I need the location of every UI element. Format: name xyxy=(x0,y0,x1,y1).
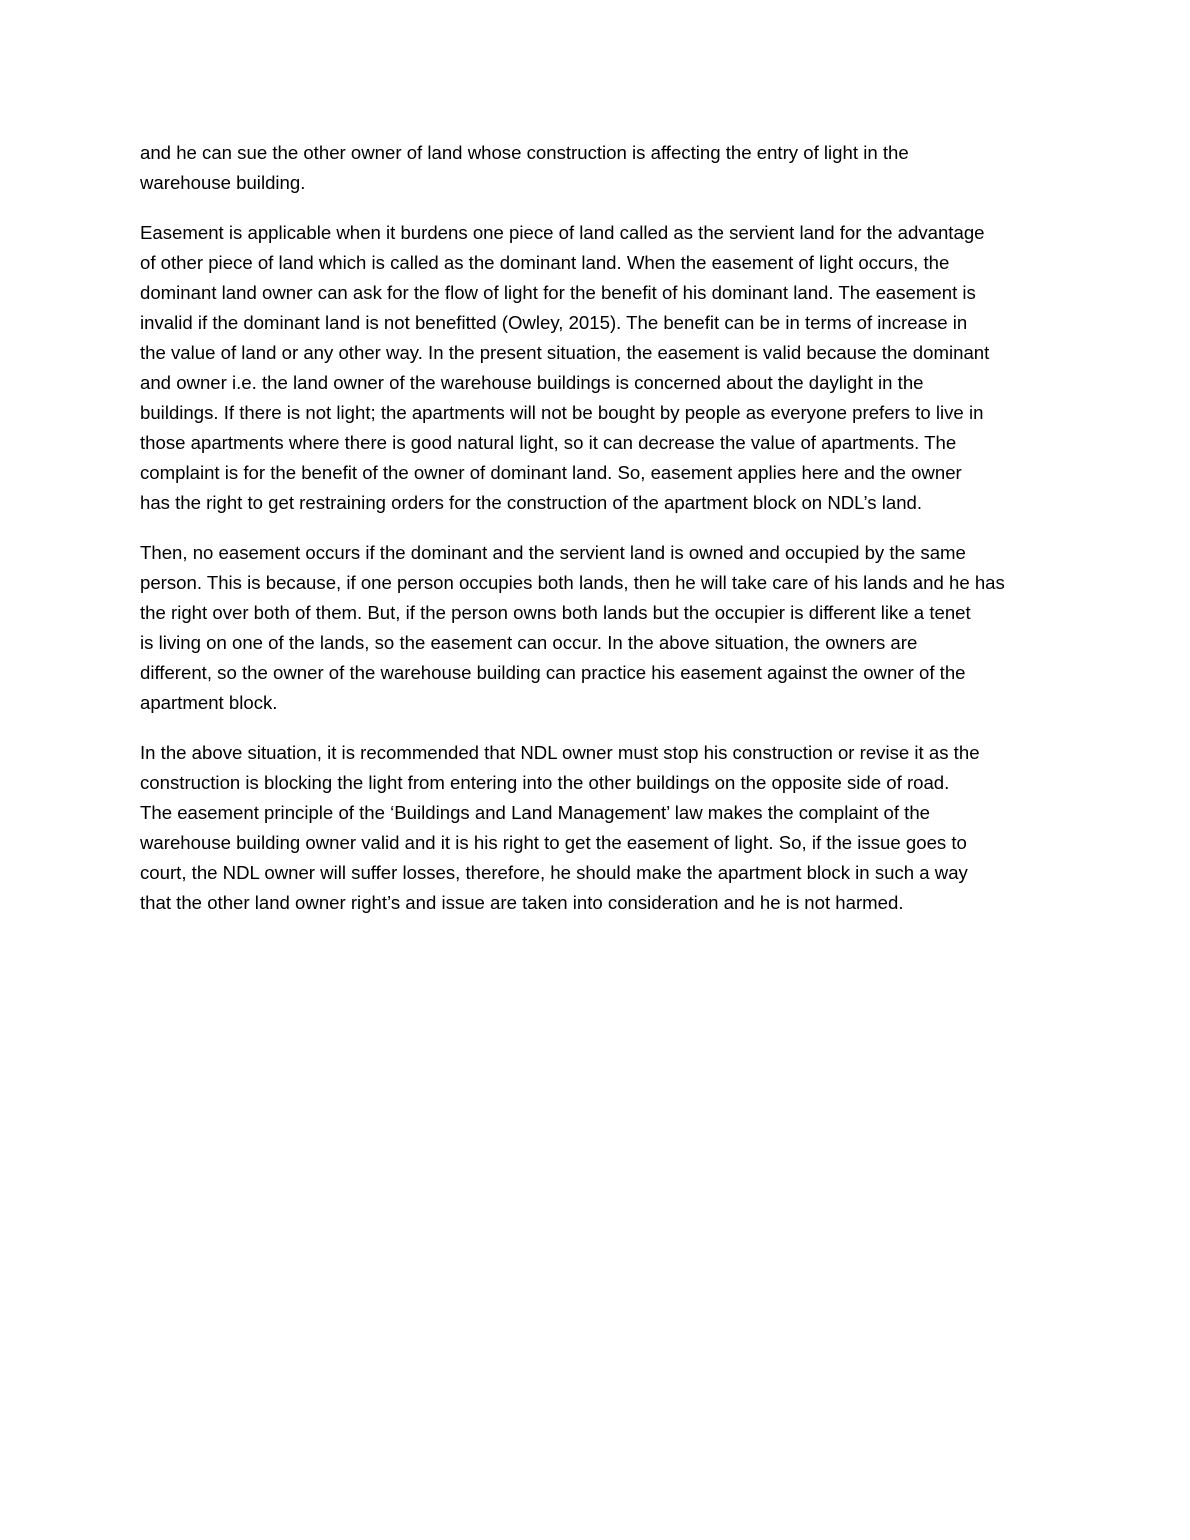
paragraph: and he can sue the other owner of land whose construction is affecting the entry of light in the warehouse building. xyxy=(140,142,909,193)
paragraph: In the above situation, it is recommended that NDL owner must stop his construction or revise it as the construction is blocking the light from entering into the other buildings on the opposite side of road. The easement principle of the ‘Buildings and Land Management’ law makes the complaint of the warehouse building owner valid and it is his right to get the easement of light. So, if the issue goes to court, the NDL owner will suffer losses, therefore, he should make the apartment block in such a way that the other land owner right’s and issue are taken into consideration and he is not harmed. xyxy=(140,742,980,913)
paragraph: Then, no easement occurs if the dominant and the servient land is owned and occupied by the same person. This is because, if one person occupies both lands, then he will take care of his lands and he has the right over both of them. But, if the person owns both lands but the occupier is different like a tenet is living on one of the lands, so the easement can occur. In the above situation, the owners are different, so the owner of the warehouse building can practice his easement against the owner of the apartment block. xyxy=(140,542,1005,713)
document-body xyxy=(140,138,1060,938)
paragraph: Easement is applicable when it burdens one piece of land called as the servient land for the advantage of other piece of land which is called as the dominant land. When the easement of light occurs, the dominant land owner can ask for the flow of light for the benefit of his dominant land. The easement is invalid if the dominant land is not benefitted (Owley, 2015). The benefit can be in terms of increase in the value of land or any other way. In the present situation, the easement is valid because the dominant and owner i.e. the land owner of the warehouse buildings is concerned about the daylight in the buildings. If there is not light; the apartments will not be bought by people as everyone prefers to live in those apartments where there is good natural light, so it can decrease the value of apartments. The complaint is for the benefit of the owner of dominant land. So, easement applies here and the owner has the right to get restraining orders for the construction of the apartment block on NDL’s land. xyxy=(140,222,990,513)
